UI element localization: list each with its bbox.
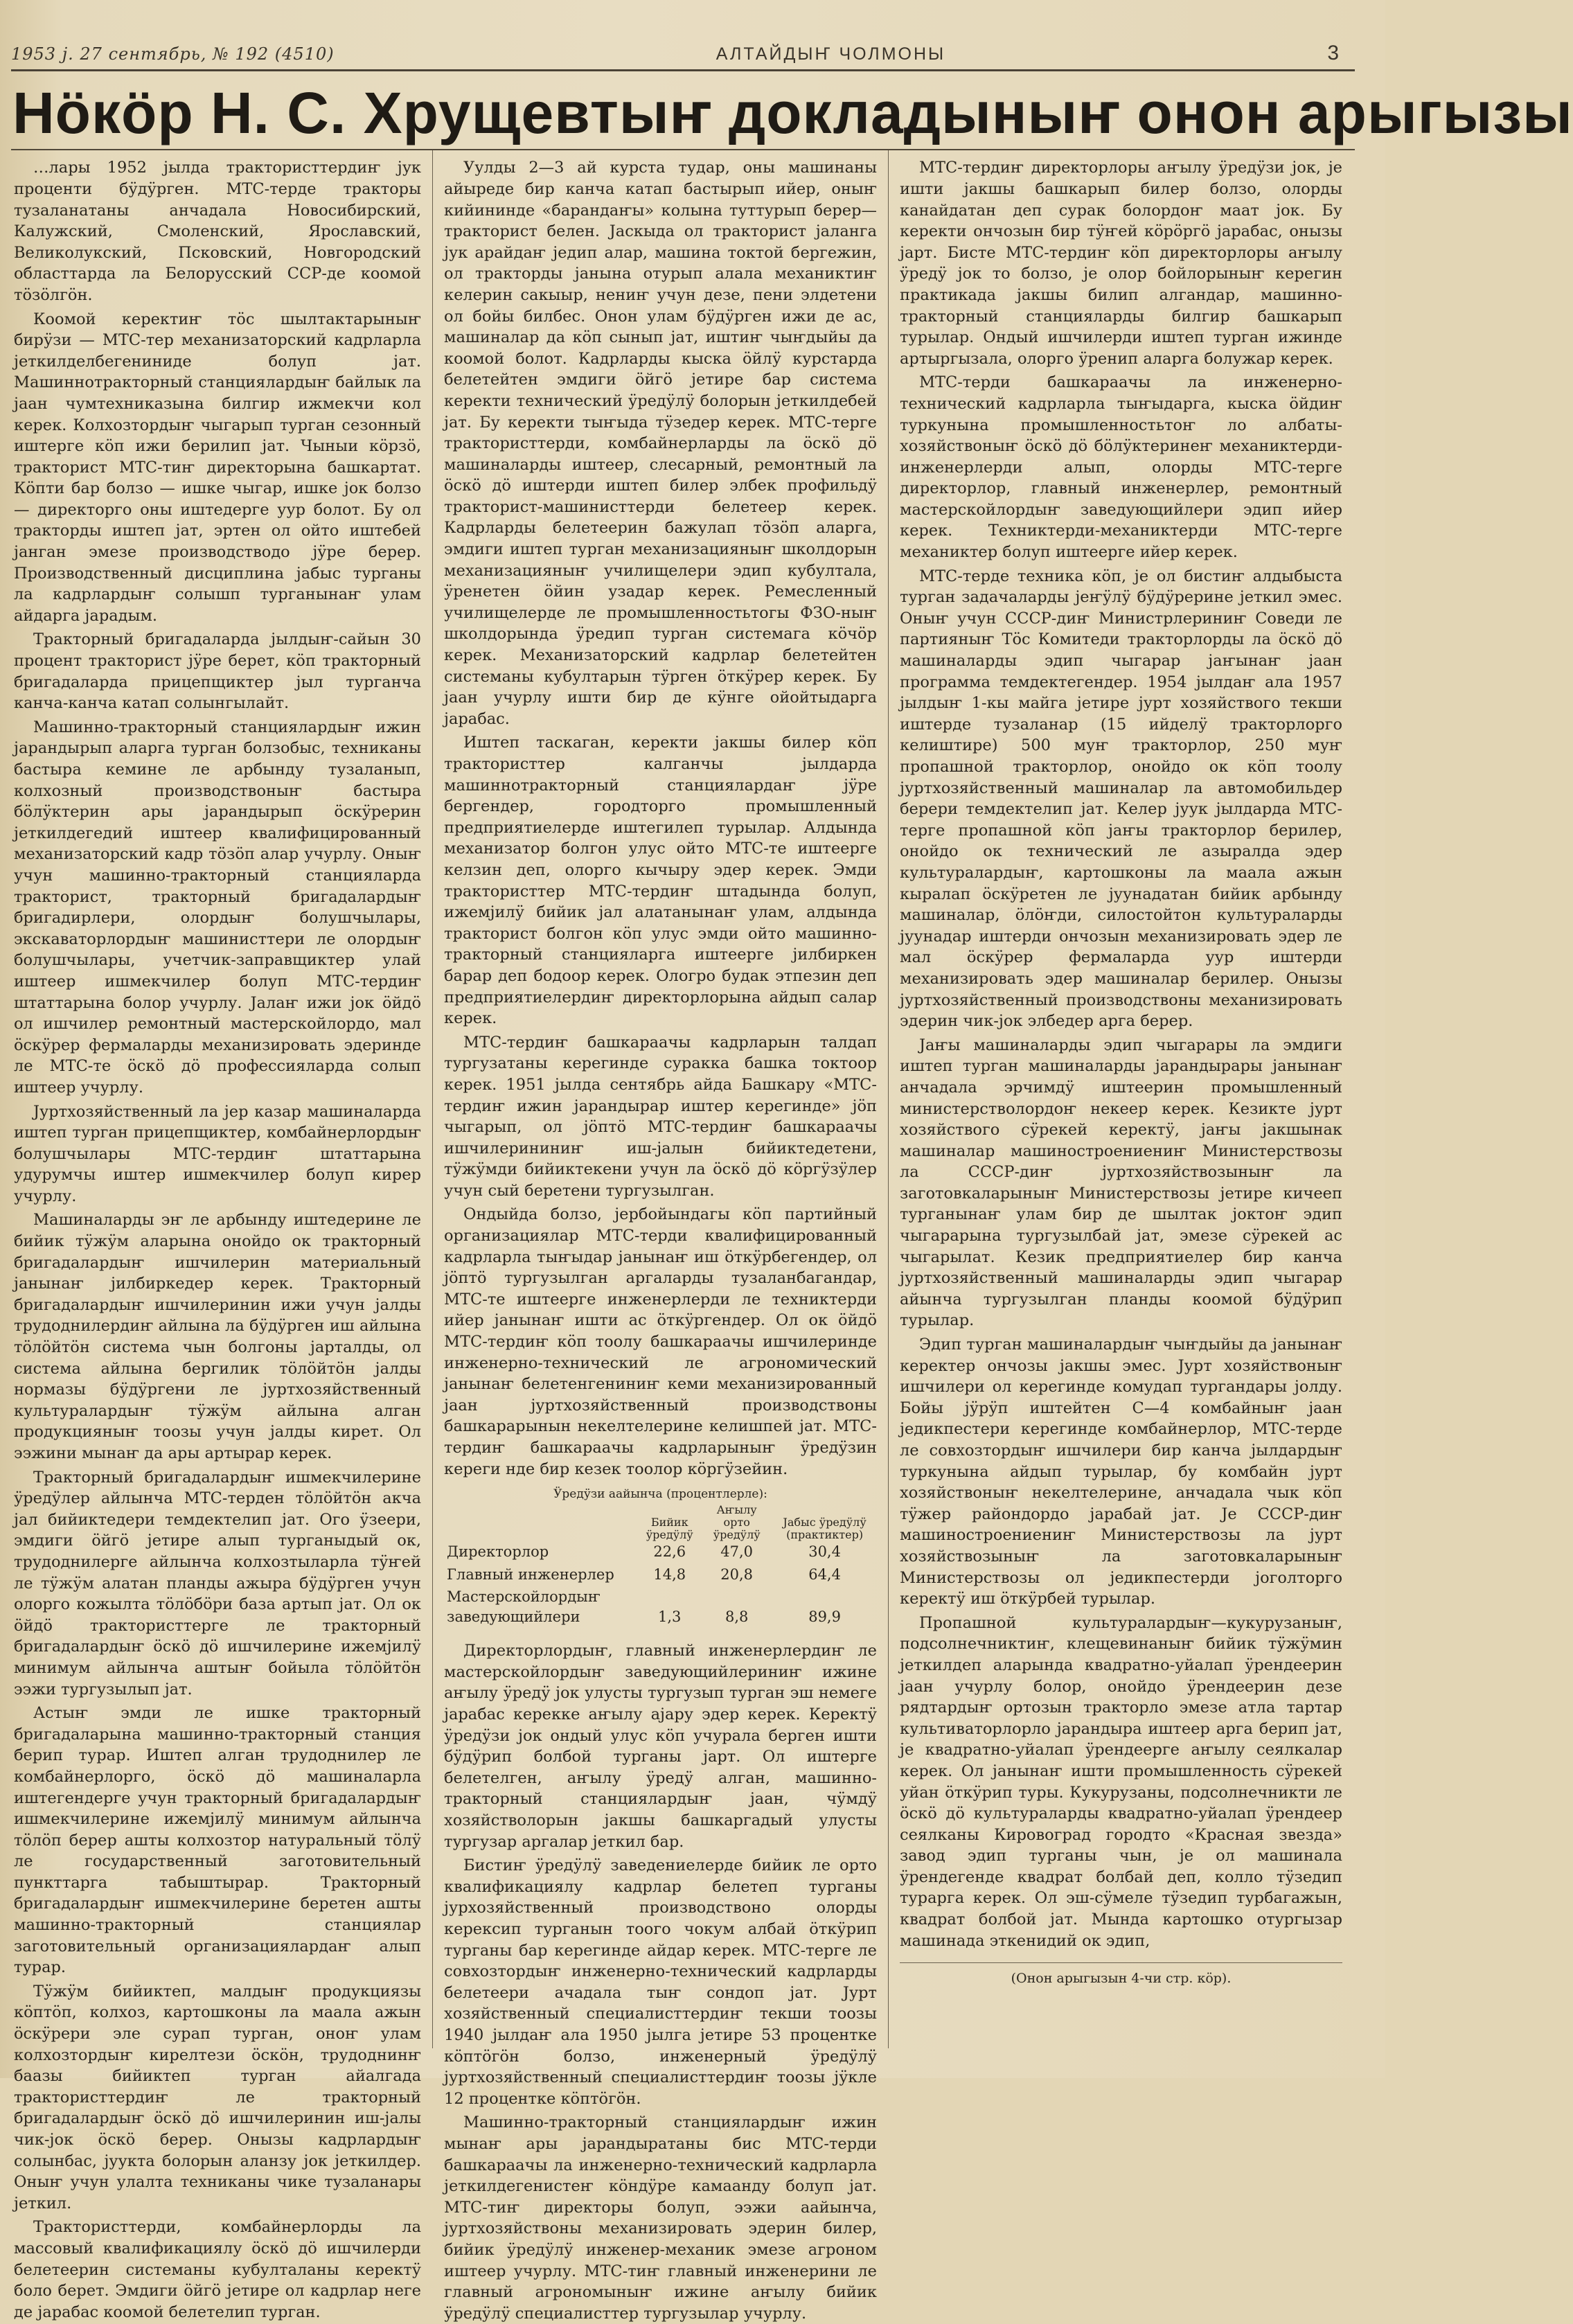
table-cell: 30,4: [808, 1543, 841, 1561]
table-row: [444, 1586, 877, 1628]
education-stats-table: [444, 1487, 877, 1628]
paragraph: Машиналарды эҥ ле арбынду иштедерине ле бийик тӱжӱм аларына онойдо ок тракторный бригадалардыҥ ишчилерин материальный јанынаҥ јилбиркедер керек. Тракторный бригадалардыҥ ишчилеринин ижи учун јалды трудоднилердиҥ айлына ла бӱдӱрген иш айлына тӧлӧйтӧн система чын болгоны јарталды, ол система айлына бергилик тӧлӧйтӧн јалды нормазы бӱдӱргени ле јуртхозяйственный культуралардыҥ тӱжӱм айлына алган продукцияныҥ тоозы учун јалды кирет. Ол ээжини мынаҥ да ары артырар керек.: [14, 1211, 421, 1463]
paragraph: Јаҥы машиналарды эдип чыгарары ла эмдиги иштеп турган машиналарды јарандырары јанынаҥ анчадала эрчимдӱ иштеерин промышленный министерстволордоҥ некеер керек. Кезикте јурт хозяйствого сӱрекей керектӱ, јаҥы јакшынак машиналар машиностроениениҥ Министерствозы ла СССР-диҥ јуртхозяйствозыныҥ ла заготовкаларыныҥ Министерствозы јетире кичееп турганынаҥ улам бир де шылтак јоктоҥ эдип чыгарарына тургузылбай јат, эмезе сӱрекей ас чыгарылат. Кезик предприятиелер бир канча јуртхозяйственный машиналарды эдип чыгарар айынча тургузылган планды коомой бӱдӱрип турылар.: [900, 1036, 1342, 1330]
table-cell: 47,0: [720, 1543, 754, 1561]
issue-date: 1953 ј. 27 сентябрь, № 192 (4510): [11, 44, 335, 64]
column-2: [432, 150, 888, 2323]
paragraph: Трактористтерди, комбайнерлорды ла массовый квалификациялу ӧскӧ дӧ ишчилерди белетеерин системаны кубулталаны керектӱ боло берет. Эмдиги ӧйгӧ јетире ол кадрлар неге де јарабас коомой белетелип турган.: [14, 2218, 421, 2321]
table-cell: 8,8: [725, 1608, 749, 1625]
row-label: Мастерскойлордыҥ заведующийлери: [447, 1588, 601, 1625]
paragraph: Коомой керектиҥ тӧс шылтактарыныҥ бирӱзи — МТС-тер механизаторский кадрларла јеткилделбегениниде болуп јат. Машиннотракторный станциялардыҥ байлык ла јаан чумтехниказына билгир ижмекчи кол керек. Колхозтордыҥ чыгарып турган сезонный иштерге кӧп ижи берилип јат. Чыныи кӧрзӧ, тракторист МТС-тиҥ директорына башкартат. Кӧпти бар болзо — ишке чыгар, ишке јок болзо — директорго оны иштедерге уур болот. Бу ол тракторды иштеп јат, эртен ол ойто иштебей јанган эмезе производстводо јӱре берер. Производственный дисциплина јабыс турганы ла кадрлардыҥ солышп турганынаҥ улам айдарга јарадым.: [14, 310, 421, 625]
paragraph: Ондыйда болзо, јербойындагы кӧп партийный организациялар МТС-терди квалифицированный кадрларла тыҥыдар јанынаҥ иш ӧткӱрбегендер, ол јӧптӧ тургузылган аргаларды тузаланбагандар, МТС-те иштеерге инженерлерди ле техниктерди ийер јанынаҥ ишти ас ӧткӱргендер. Ол ок ӧйдӧ МТС-тердиҥ кӧп тоолу башкараачы ишчилеринде инженерно-технический ле агрономический јанынаҥ белетенгениниҥ кеми механизированный јаан јуртхозяйственный производствоны башкарарынын некелтелерине келишпей јат. МТС-тердиҥ башкараачы кадрларыныҥ ӱредӱзин кереги нде бир кезек тоолор кӧргӱзейин.: [444, 1205, 877, 1478]
table-header-row: [444, 1504, 877, 1541]
paragraph: МТС-терде техника кӧп, је ол бистиҥ алдыбыста турган задачаларды јеҥӱлӱ бӱдӱрерине јеткил эмес. Оныҥ учун СССР-диҥ Министрлериниҥ Соведи ле партияныҥ Тӧс Комитеди тракторлорды ла ӧскӧ дӧ машиналарды эдип чыгарар јаҥынаҥ јаан программа темдектегендер. 1954 јылдаҥ ала 1957 јылдыҥ 1-кы майга јетире јурт хозяйствого текши иштерде тузаланар (15 ийделӱ тракторлорго келиштире) 500 муҥ тракторлор, 250 муҥ пропашной тракторлор, онойдо ок кӧп тоолу јуртхозяйственный машиналар ла автомобильдер берери темдектелип јат. Келер јуук јылдарда МТС-терге пропашной кӧп јаҥы тракторлор берилер, онойдо ок технический ле азыралда эдер культуралардыҥ, картошконы ла маала ажын кыралап ӧскӱретен ле јуунадатан бийик арбынду машиналар, ӧлӧҥди, силостойтон культураларды јуунадар иштерди ончозын механизировать эдер ле мал ӧскӱрер фермаларда уур иштерди механизировать эдер машиналар берилер. Онызы јуртхозяйственный производствоны механизировать эдерин чик-јок элбедер арга берер.: [900, 567, 1342, 1031]
table-caption: Ӱредӱзи аайынча (процентлерле):: [553, 1487, 767, 1502]
page-number: 3: [1327, 42, 1340, 64]
continuation-note: (Онон арыгызын 4-чи стр. кӧр).: [900, 1962, 1342, 1988]
paragraph: Иштеп таскаган, керекти јакшы билер кӧп трактористтер калганчы јылдарда машиннотракторный станциялардаҥ јӱре бергендер, городторго промышленный предприятиелерде иштегилеп турылар. Алдында механизатор болгон улус ойто МТС-те иштеерге келзин деп, олорго кычыру эдер керек. Эмди трактористтер МТС-тердиҥ штадында болуп, ижемјилӱ бийик јал алатанынаҥ улам, алдында тракторист болгон кӧп улус эмди ойто машинно-тракторный станцияларга иштеерге јилбиркен барар деп бодоор керек. Ологро будак этпезин деп предприятиелердиҥ директорлорына айдып салар керек.: [444, 734, 877, 1028]
row-label: Главный инженерлер: [447, 1565, 614, 1583]
paragraph: Директорлордыҥ, главный инженерлердиҥ ле мастерскойлордыҥ заведующийлериниҥ ижине аҥылу ӱредӱ јок улусты тургузып турган эш немеге јарабас керекке аҥылу ајару эдер керек. Керектӱ ӱредӱзи јок ондый улус кӧп учурала берген ишти бӱдӱрип болбой турганы јарт. Ол иштерге белетелген, аҥылу ӱредӱ алган, машинно-тракторный станциялардыҥ јаан, чӱмдӱ хозяйстволорын јакшы башкаргадый улусты тургузар аргалар јеткил бар.: [444, 1642, 877, 1851]
newspaper-title: АЛТАЙДЫҤ ЧОЛМОНЫ: [716, 44, 946, 64]
table-header-cell: [444, 1504, 638, 1541]
paragraph: Тракторный бригадалардыҥ ишмекчилерине ӱредӱлер айлынча МТС-терден тӧлӧйтӧн акча јал бийиктедери темдектелип јат. Ого ӱзеери, эмдиги ӧйгӧ јетире алып турганыдый ок, трудоднилерге айлынча колхозтыларла тӱҥей ле тӱжӱм алатан планды ажыра бӱдӱрген учун олорго кожылта тӧлӧбӧри база артып јат. Ол ок ӧйдӧ трактористтерге ле тракторный бригадалардыҥ ӧскӧ дӧ ишчилерине ижемјилӱ минимум айлынча аштыҥ бойыла тӧлӧйтӧн ээжи тургузылып јат.: [14, 1468, 421, 1698]
table-header-cell: Јабыс ӱредӱлӱ (практиктер): [783, 1515, 867, 1541]
paragraph: Машинно-тракторный станциялардыҥ ижин јарандырып аларга турган болзобыс, техниканы бастыра кемине ле арбынду тузаланып, колхозный производствоныҥ бастыра бӧлӱктерин ары јарандырып ӧскӱрерин јеткилдегедий иштеер квалифицированный механизаторский кадр тӧзӧп алар учурлу. Оныҥ учун машинно-тракторный станцияларда тракторист, тракторный бригадалардыҥ бригадирлери, олордыҥ болушчылары, экскаваторлордыҥ машинисттери ле олордыҥ болушчылары, учетчик-заправщиктер улай иштеер ишмекчилер болуп МТС-тердиҥ штаттарына болор учурлу. Jалаҥ ижи јок ӧйдӧ ол ишчилер ремонтный мастерскойлордо, мал ӧскӱрер фермаларды механизировать эдеринде ле МТС-те ӧскӧ дӧ профессияларда солып иштеер учурлу.: [14, 718, 421, 1097]
table-header-cell: Бийик ӱредӱлӱ: [646, 1515, 693, 1541]
paragraph: Машинно-тракторный станциялардыҥ ижин мынаҥ ары јарандыратаны бис МТС-терди башкараачы ла инженерно-технический кадрларла јеткилдегенистеҥ кӧндӱре камаанду болуп јат. МТС-тиҥ директоры болуп, ээжи аайынча, јуртхозяйствоны механизировать эдерин билер, бийик ӱредӱлӱ инженер-механик эмезе агроном иштеер учурлу. МТС-тиҥ главный инженерини ле главный агрономыныҥ ижине аҥылу бийик ӱредӱлӱ специалисттер тургузылар учурлу.: [444, 2113, 877, 2323]
row-label: Директорлор: [447, 1543, 549, 1561]
table-header-cell: Аҥылу орто ӱредӱлӱ: [713, 1503, 761, 1541]
article-body: [11, 149, 1355, 2323]
paragraph: Бистиҥ ӱредӱлӱ заведениелерде бийик ле орто квалификациялу кадрлар белетеп турганы јурхозяйственный производствоно олорды керексип турганын тоого чокум албай ӧткӱрип турганы бар керегинде айдар керек. МТС-терге ле совхозтордыҥ инженерно-технический кадрларды белетеери ачадала тыҥ сондоп јат. Јурт хозяйственный специалисттердиҥ текши тоозы 1940 јылдаҥ ала 1950 јылга јетире 53 процентке кӧптӧгӧн болзо, инженерный ӱредӱлӱ јуртхозяйственный специалисттердиҥ тоозы јӱкле 12 процентке кӧптӧгӧн.: [444, 1856, 877, 2108]
article-headline: Нӧкӧр Н. С. Хрущевтыҥ докладыныҥ онон арыгызы: [12, 80, 1573, 145]
paragraph: МТС-тердиҥ башкараачы кадрларын талдап тургузатаны керегинде суракка башка токтоор керек. 1951 јылда сентябрь айда Башкару «МТС-тердиҥ ижин јарандырар иштер керегинде» јӧп чыгарып, ол јӧптӧ МТС-тердиҥ башкараачы ишчилерининиҥ иш-јалын бийиктедетени, тӱжӱмди бийиктекени учун ла ӧскӧ дӧ кӧргӱзӱлер учун сый беретени тургузылган.: [444, 1033, 877, 1200]
table-cell: 14,8: [653, 1565, 686, 1583]
table-row: [444, 1541, 877, 1563]
table-cell: 20,8: [720, 1565, 754, 1583]
table-cell: 1,3: [658, 1608, 682, 1625]
page-header: [11, 42, 1355, 71]
paragraph: МТС-тердиҥ директорлоры аҥылу ӱредӱзи јок, је ишти јакшы башкарып билер болзо, олорды канайдатан деп сурак болордоҥ маат јок. Бу керекти ончозын бир тӱҥей кӧрӧргӧ јарабас, онызы јарт. Бисте МТС-тердиҥ кӧп директорлоры аҥылу ӱредӱ јок то болзо, је олор бойлорыныҥ керегин практикада јакшы билип алгандар, машинно-тракторный станцияларды билгир башкарып турылар. Ондый ишчилерди иштеп турган ижинде артыргызала, олорго ӱренип аларга болужар керек.: [900, 159, 1342, 368]
table-cell: 64,4: [808, 1565, 841, 1583]
paragraph: Астыҥ эмди ле ишке тракторный бригадаларына машинно-тракторный станция берип турар. Иштеп алган трудоднилер ле комбайнерлорго, ӧскӧ дӧ машиналарла иштегендерге учун тракторный бригадалардыҥ ишмекчилерине ижемјилӱ минимум айлынча тӧлӧп берер ашты колхозтор натуральный тӧлӱ ле государственный заготовительный пункттарга табыштырар. Тракторный бригадалардыҥ ишмекчилерине беретен ашты машинно-тракторный станциялар заготовительный организациялардаҥ алып турар.: [14, 1704, 421, 1977]
table-cell: 22,6: [653, 1543, 686, 1561]
paragraph: Тӱжӱм бийиктеп, малдыҥ продукциязы кӧптӧп, колхоз, картошконы ла маала ажын ӧскӱрери эле сурап турган, оноҥ улам колхозтордыҥ кирелтези ӧскӧн, трудоднинҥ баазы бийиктеп турган айалгада трактористтердиҥ ле тракторный бригадалардыҥ ӧскӧ дӧ ишчилеринин иш-јалы чик-јок ӧскӧ берер. Онызы кадрлардыҥ солынбас, јуукта болорын аланзу јок јеткилдер. Оныҥ учун улалта техниканы чике тузаланары јеткил.: [14, 1982, 421, 2212]
table-row: [444, 1563, 877, 1586]
paragraph: Уулды 2—3 ай курста тудар, оны машинаны айыреде бир канча катап бастырып ийер, оныҥ кийининде «барандаҥы» колына туттурып берер—тракторист белен. Јаскыда ол тракторист јаланга јук арайдаҥ једип алар, машина токтой бергежин, ол тракторды јанына отурып алала механиктиҥ келерин сакыыр, нениҥ учун дезе, пени элдетени ол бойы билбес. Онон улам бӱдӱрген ижи де ас, машиналар да кӧп сынып јат, иштиҥ чыҥдыйы да коомой болот. Кадрларды кыска ӧйлӱ курстарда белетейтен эмдиги ӧйгӧ јетире бар система керекти технический ӱредӱлӱ болорын јеткилдебей јат. Бу керекти тыҥыда тӱзедер керек. МТС-терге трактористтерди, комбайнерларды ла ӧскӧ дӧ машиналарды иштеер, слесарный, ремонтный ла ӧскӧ дӧ иштерди иштеп билер элбек профильдӱ тракторист-машинисттерди белетеер керек. Кадрларды белетеерин бажулап тӧзӧп аларга, эмдиги иштеп турган механизацияныҥ школдорын механизацияныҥ училищелери эдип кубултала, ӱренетен ӧйин узадар керек. Ремесленный училищелерде ле промышленностьтогы ФЗО-ныҥ школдорында ӱредип турган системага кӧчӧр керек. Механизаторский кадрлар белетейтен системаны кубултарын тӱрген ӧткӱрер керек. Бу јаан учурлу ишти бир де кӱнге ойойтыдарга јарабас.: [444, 159, 877, 728]
paragraph: МТС-терди башкараачы ла инженерно-технический кадрларла тыҥыдарга, кыска ӧйдиҥ туркунына промышленностьтоҥ ло албаты-хозяйствоныҥ ӧскӧ дӧ бӧлӱктеринеҥ механиктерди-инженерлерди алып, олорды МТС-терге директорлор, главный инженерлер, ремонтный мастерскойлордыҥ заведующийлери эдип ийер керек. Техниктерди-механиктерди МТС-терге механиктер болуп иштеерге ийер керек.: [900, 373, 1342, 562]
paragraph: Тракторный бригадаларда јылдыҥ-сайын 30 процент тракторист јӱре берет, кӧп тракторный бригадаларда прицепщиктер јыл турганча канча-канча катап солынгылайт.: [14, 630, 421, 713]
paragraph: …лары 1952 јылда трактористтердиҥ јук проценти бӱдӱрген. МТС-терде тракторы тузаланатаны анчадала Новосибирский, Калужский, Смоленский, Ярославский, Великолукский, Псковский, Новгородский областтарда ла Белорусский ССР-де коомой тӧзӧлгӧн.: [14, 159, 421, 304]
column-3: [888, 150, 1353, 2048]
paragraph: Пропашной культуралардыҥ—кукурузаныҥ, подсолнечниктиҥ, клещевинаныҥ бийик тӱжӱмин јеткилдеп аларында квадратно-уйалап ӱрендеерин јаан учурлу болор, онойдо ӱрендеерин дезе рядтардыҥ ортозын тракторло эмезе атла тартар культиваторлорло јарандыра иштеер арга берип јат, је квадратно-уйалап ӱрендеерге аҥылу сеялкалар керек. Ол јанынаҥ ишти промышленность сӱрекей уйан ӧткӱрип туры. Кукурузаны, подсолнечникти ле ӧскӧ дӧ культураларды квадратно-уйалап ӱрендеер сеялканы Кировоград городто «Красная звезда» завод эдип турганы чын, је ол машинала ӱрендегенде квадрат болбай деп, колло тӱзедип турарга керек. Ол эш-сӱмеле тӱзедип турбагажын, квадрат болбой јат. Мында картошко отургызар машинада эткенидий ок эдип,: [900, 1613, 1342, 1950]
paragraph: Јуртхозяйственный ла јер казар машиналарда иштеп турган прицепщиктер, комбайнерлордыҥ болушчылары МТС-тердиҥ штаттарына удурумчы иштер ишмекчилер болуп кирер учурлу.: [14, 1102, 421, 1205]
table-cell: 89,9: [808, 1608, 841, 1625]
column-1: [11, 150, 432, 2321]
paragraph: Эдип турган машиналардыҥ чыҥдыйы да јанынаҥ керектер ончозы јакшы эмес. Јурт хозяйствоныҥ ишчилери ол керегинде комудап тургандары јолду. Бойы јӱрӱп иштейтен С—4 комбайныҥ јаан једикпестери керегинде комбайнерлор, МТС-терде ле совхозтордыҥ ишчилери бир канча јылдардыҥ туркунына айдып турылар, бу комбайн јурт хозяйствоныҥ некелтелерине, анчадала чык кӧп тӱжер райондордо јарабай јат. Је СССР-диҥ машиностроениениҥ Министерствозы ла јурт хозяйствозыныҥ ла заготовкаларыныҥ Министерствозы ол једикпестерди јоголторго керектӱ иш ӧткӱрбей турылар.: [900, 1336, 1342, 1608]
